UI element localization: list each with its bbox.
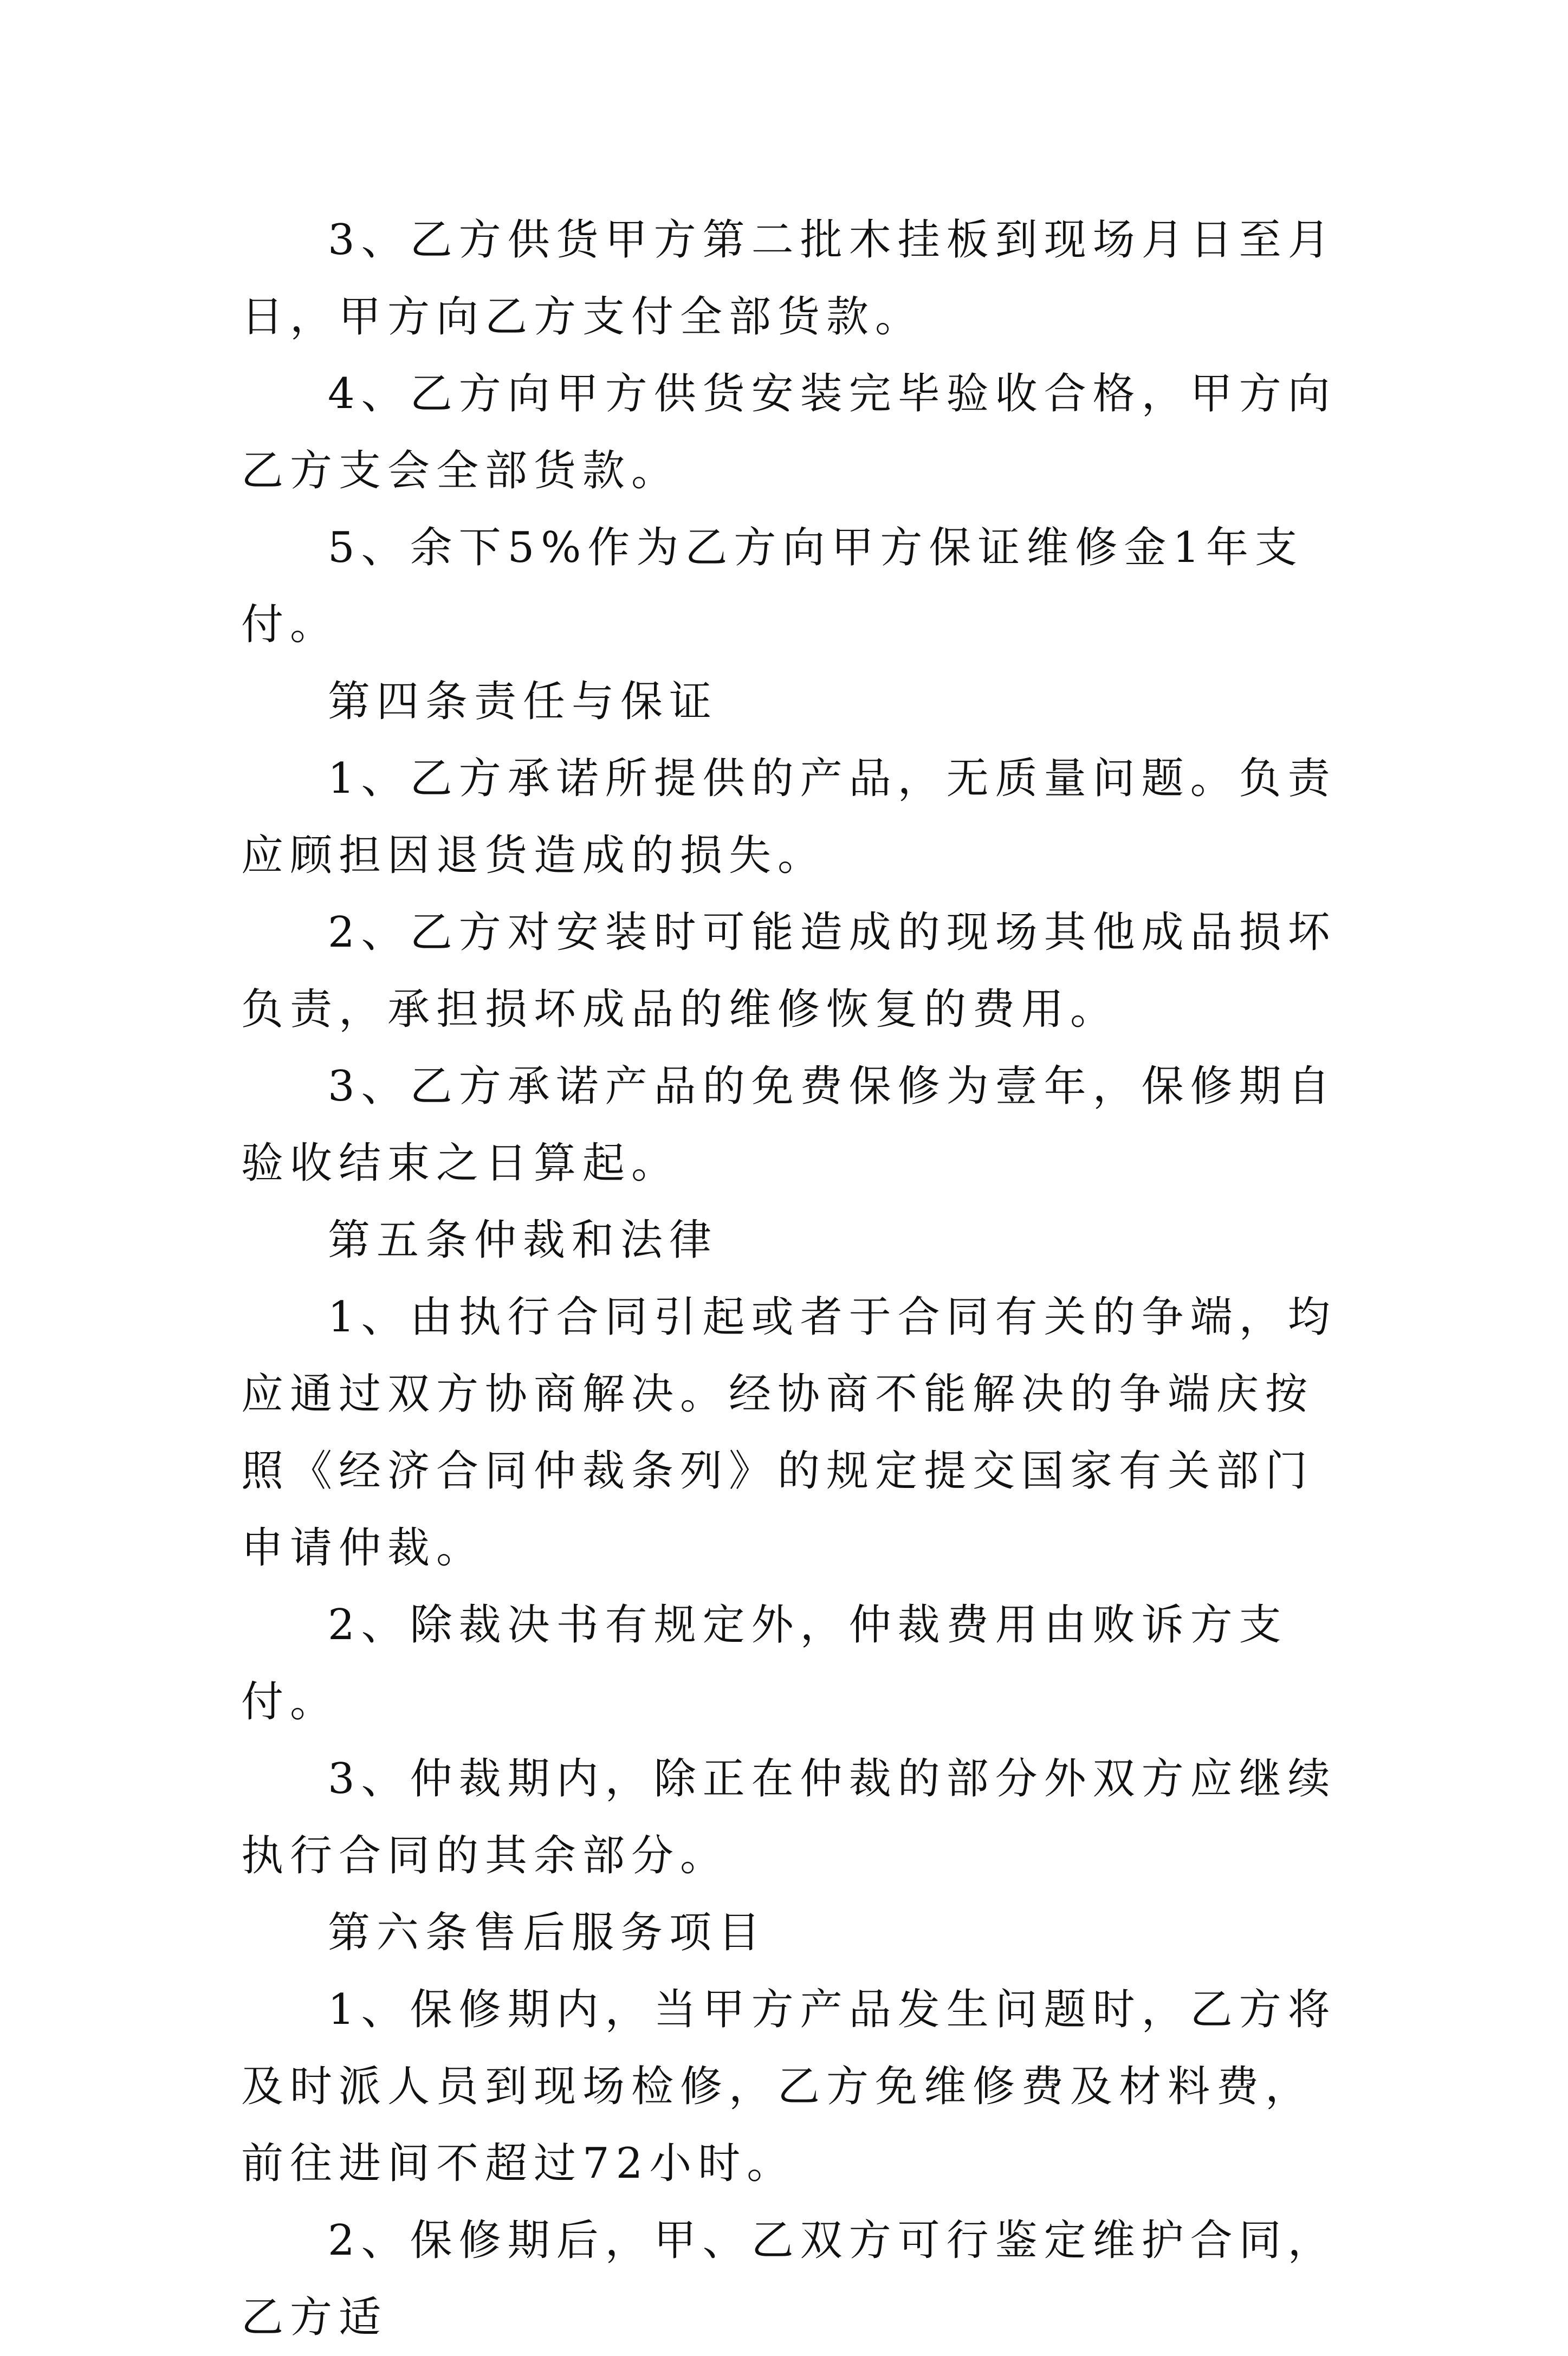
clause-5-2-arbitration-fees: 2、除裁决书有规定外，仲裁费用由败诉方支付。	[241, 1601, 1288, 1726]
clause-4-2-damage: 2、乙方对安装时可能造成的现场其他成品损坏负责，承担损坏成品的维修恢复的费用。	[241, 908, 1337, 1034]
clause-3-5-warranty-deposit: 5、余下5%作为乙方向甲方保证维修金1年支付。	[241, 523, 1304, 649]
article-6-heading: 第六条售后服务项目	[328, 1908, 767, 1957]
clause-4-1-quality: 1、乙方承诺所提供的产品，无质量问题。负责应顾担因退货造成的损失。	[241, 754, 1337, 880]
clause-5-3-continue-performance: 3、仲裁期内，除正在仲裁的部分外双方应继续执行合同的其余部分。	[241, 1755, 1337, 1880]
document-body	[241, 202, 1346, 2356]
clause-6-2-post-warranty: 2、保修期后，甲、乙双方可行鉴定维护合同，乙方适	[241, 2216, 1337, 2342]
article-4-heading: 第四条责任与保证	[328, 677, 718, 726]
clause-3-4-payment: 4、乙方向甲方供货安装完毕验收合格，甲方向乙方支会全部货款。	[241, 370, 1337, 495]
clause-5-1-disputes: 1、由执行合同引起或者于合同有关的争端，均应通过双方协商解决。经协商不能解决的争端庆按照《经济合同仲裁条列》的规定提交国家有关部门申请仲裁。	[241, 1293, 1337, 1572]
clause-3-3-payment: 3、乙方供货甲方第二批木挂板到现场月日至月日，甲方向乙方支付全部货款。	[241, 216, 1337, 341]
article-5-heading: 第五条仲裁和法律	[328, 1216, 718, 1265]
clause-4-3-free-warranty: 3、乙方承诺产品的免费保修为壹年，保修期自验收结束之日算起。	[241, 1062, 1337, 1188]
clause-6-1-warranty-service: 1、保修期内，当甲方产品发生问题时，乙方将及时派人员到现场检修，乙方免维修费及材料费，前往进间不超过72小时。	[241, 1985, 1337, 2188]
